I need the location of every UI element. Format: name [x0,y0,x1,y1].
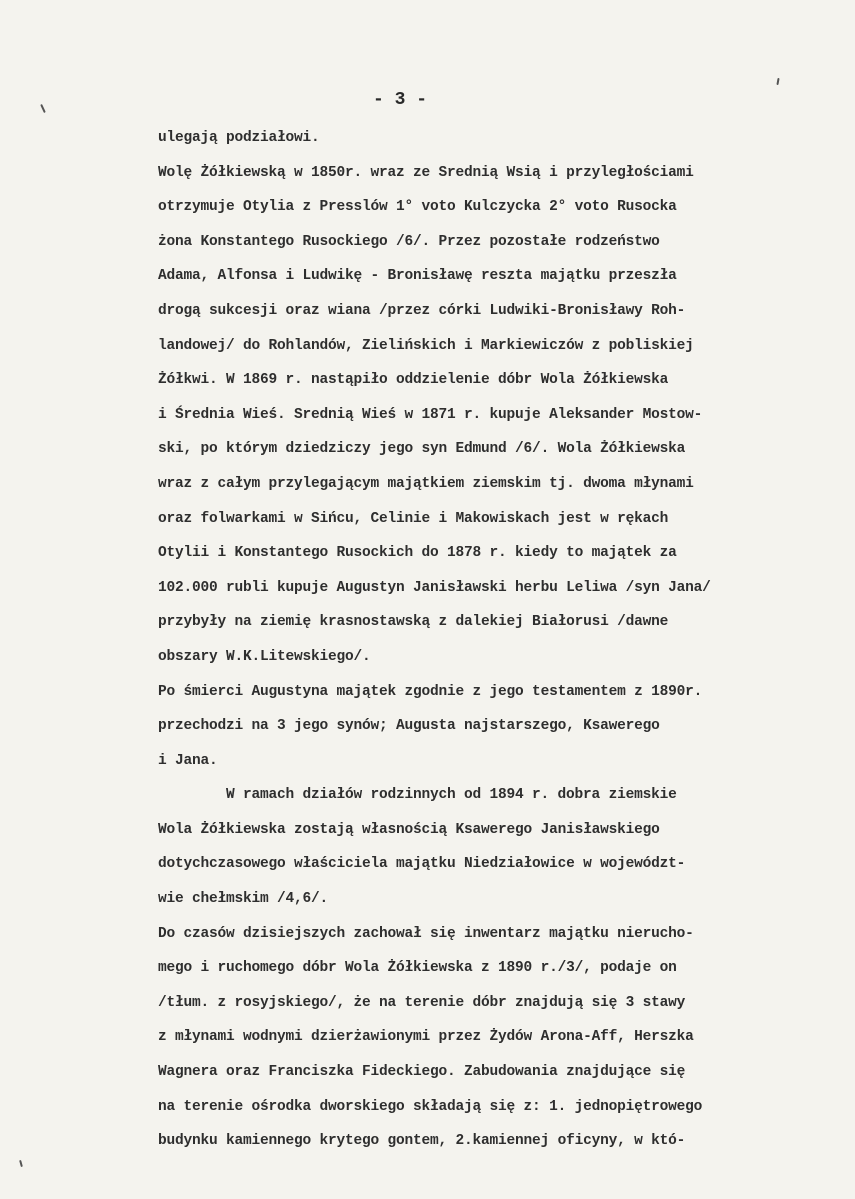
text-line: Wolę Żółkiewską w 1850r. wraz ze Srednią Wsią i przyległościami [158,164,694,181]
text-line: Do czasów dzisiejszych zachował się inwentarz majątku nierucho- [158,925,694,942]
text-line: W ramach działów rodzinnych od 1894 r. dobra ziemskie [226,787,677,804]
text-line: /tłum. z rosyjskiego/, że na terenie dóbr znajdują się 3 stawy [158,994,686,1011]
text-line: landowej/ do Rohlandów, Zielińskich i Markiewiczów z pobliskiej [158,337,694,354]
text-line: obszary W.K.Litewskiego/. [158,648,371,665]
page-number: - 3 - [372,90,427,110]
text-line: Wola Żółkiewska zostają własnością Ksawerego Janisławskiego [158,821,660,838]
text-line: wraz z całym przylegającym majątkiem ziemskim tj. dwoma młynami [158,475,694,492]
text-line: drogą sukcesji oraz wiana /przez córki Ludwiki-Bronisławy Roh- [158,302,686,319]
text-line: mego i ruchomego dóbr Wola Żółkiewska z 1890 r./3/, podaje on [158,960,677,977]
text-line: przybyły na ziemię krasnostawską z dalekiej Białorusi /dawne [158,614,669,631]
text-line: dotychczasowego właściciela majątku Niedziałowice w województ- [158,856,686,873]
text-line: żona Konstantego Rusockiego /6/. Przez pozostałe rodzeństwo [158,233,660,250]
text-line: ski, po którym dziedziczy jego syn Edmund /6/. Wola Żółkiewska [158,441,686,458]
text-line: Żółkwi. W 1869 r. nastąpiło oddzielenie dóbr Wola Żółkiewska [158,372,669,389]
text-line: 102.000 rubli kupuje Augustyn Janisławski herbu Leliwa /syn Jana/ [158,579,711,596]
text-line: oraz folwarkami w Sińcu, Celinie i Makowiskach jest w rękach [158,510,669,527]
text-line: Po śmierci Augustyna majątek zgodnie z jego testamentem z 1890r. [158,683,703,700]
typewritten-text-body [158,121,848,1159]
paper-speck-mark [19,1160,23,1167]
text-line: Otylii i Konstantego Rusockich do 1878 r. kiedy to majątek za [158,545,677,562]
text-line: Adama, Alfonsa i Ludwikę - Bronisławę reszta majątku przeszła [158,268,677,285]
text-line: budynku kamiennego krytego gontem, 2.kamiennej oficyny, w któ- [158,1133,686,1150]
text-line: i Średnia Wieś. Srednią Wieś w 1871 r. kupuje Aleksander Mostow- [158,406,703,423]
paper-speck-mark [776,78,779,85]
text-line: Wagnera oraz Franciszka Fideckiego. Zabudowania znajdujące się [158,1064,686,1081]
text-line: z młynami wodnymi dzierżawionymi przez Żydów Arona-Aff, Herszka [158,1029,694,1046]
text-line: wie chełmskim /4,6/. [158,891,329,908]
text-line: przechodzi na 3 jego synów; Augusta najstarszego, Ksawerego [158,718,660,735]
text-line: otrzymuje Otylia z Presslów 1° voto Kulczycka 2° voto Rusocka [158,199,677,216]
text-line: na terenie ośrodka dworskiego składają się z: 1. jednopiętrowego [158,1098,703,1115]
text-line: ulegają podziałowi. [158,130,320,146]
text-line: i Jana. [158,752,218,769]
